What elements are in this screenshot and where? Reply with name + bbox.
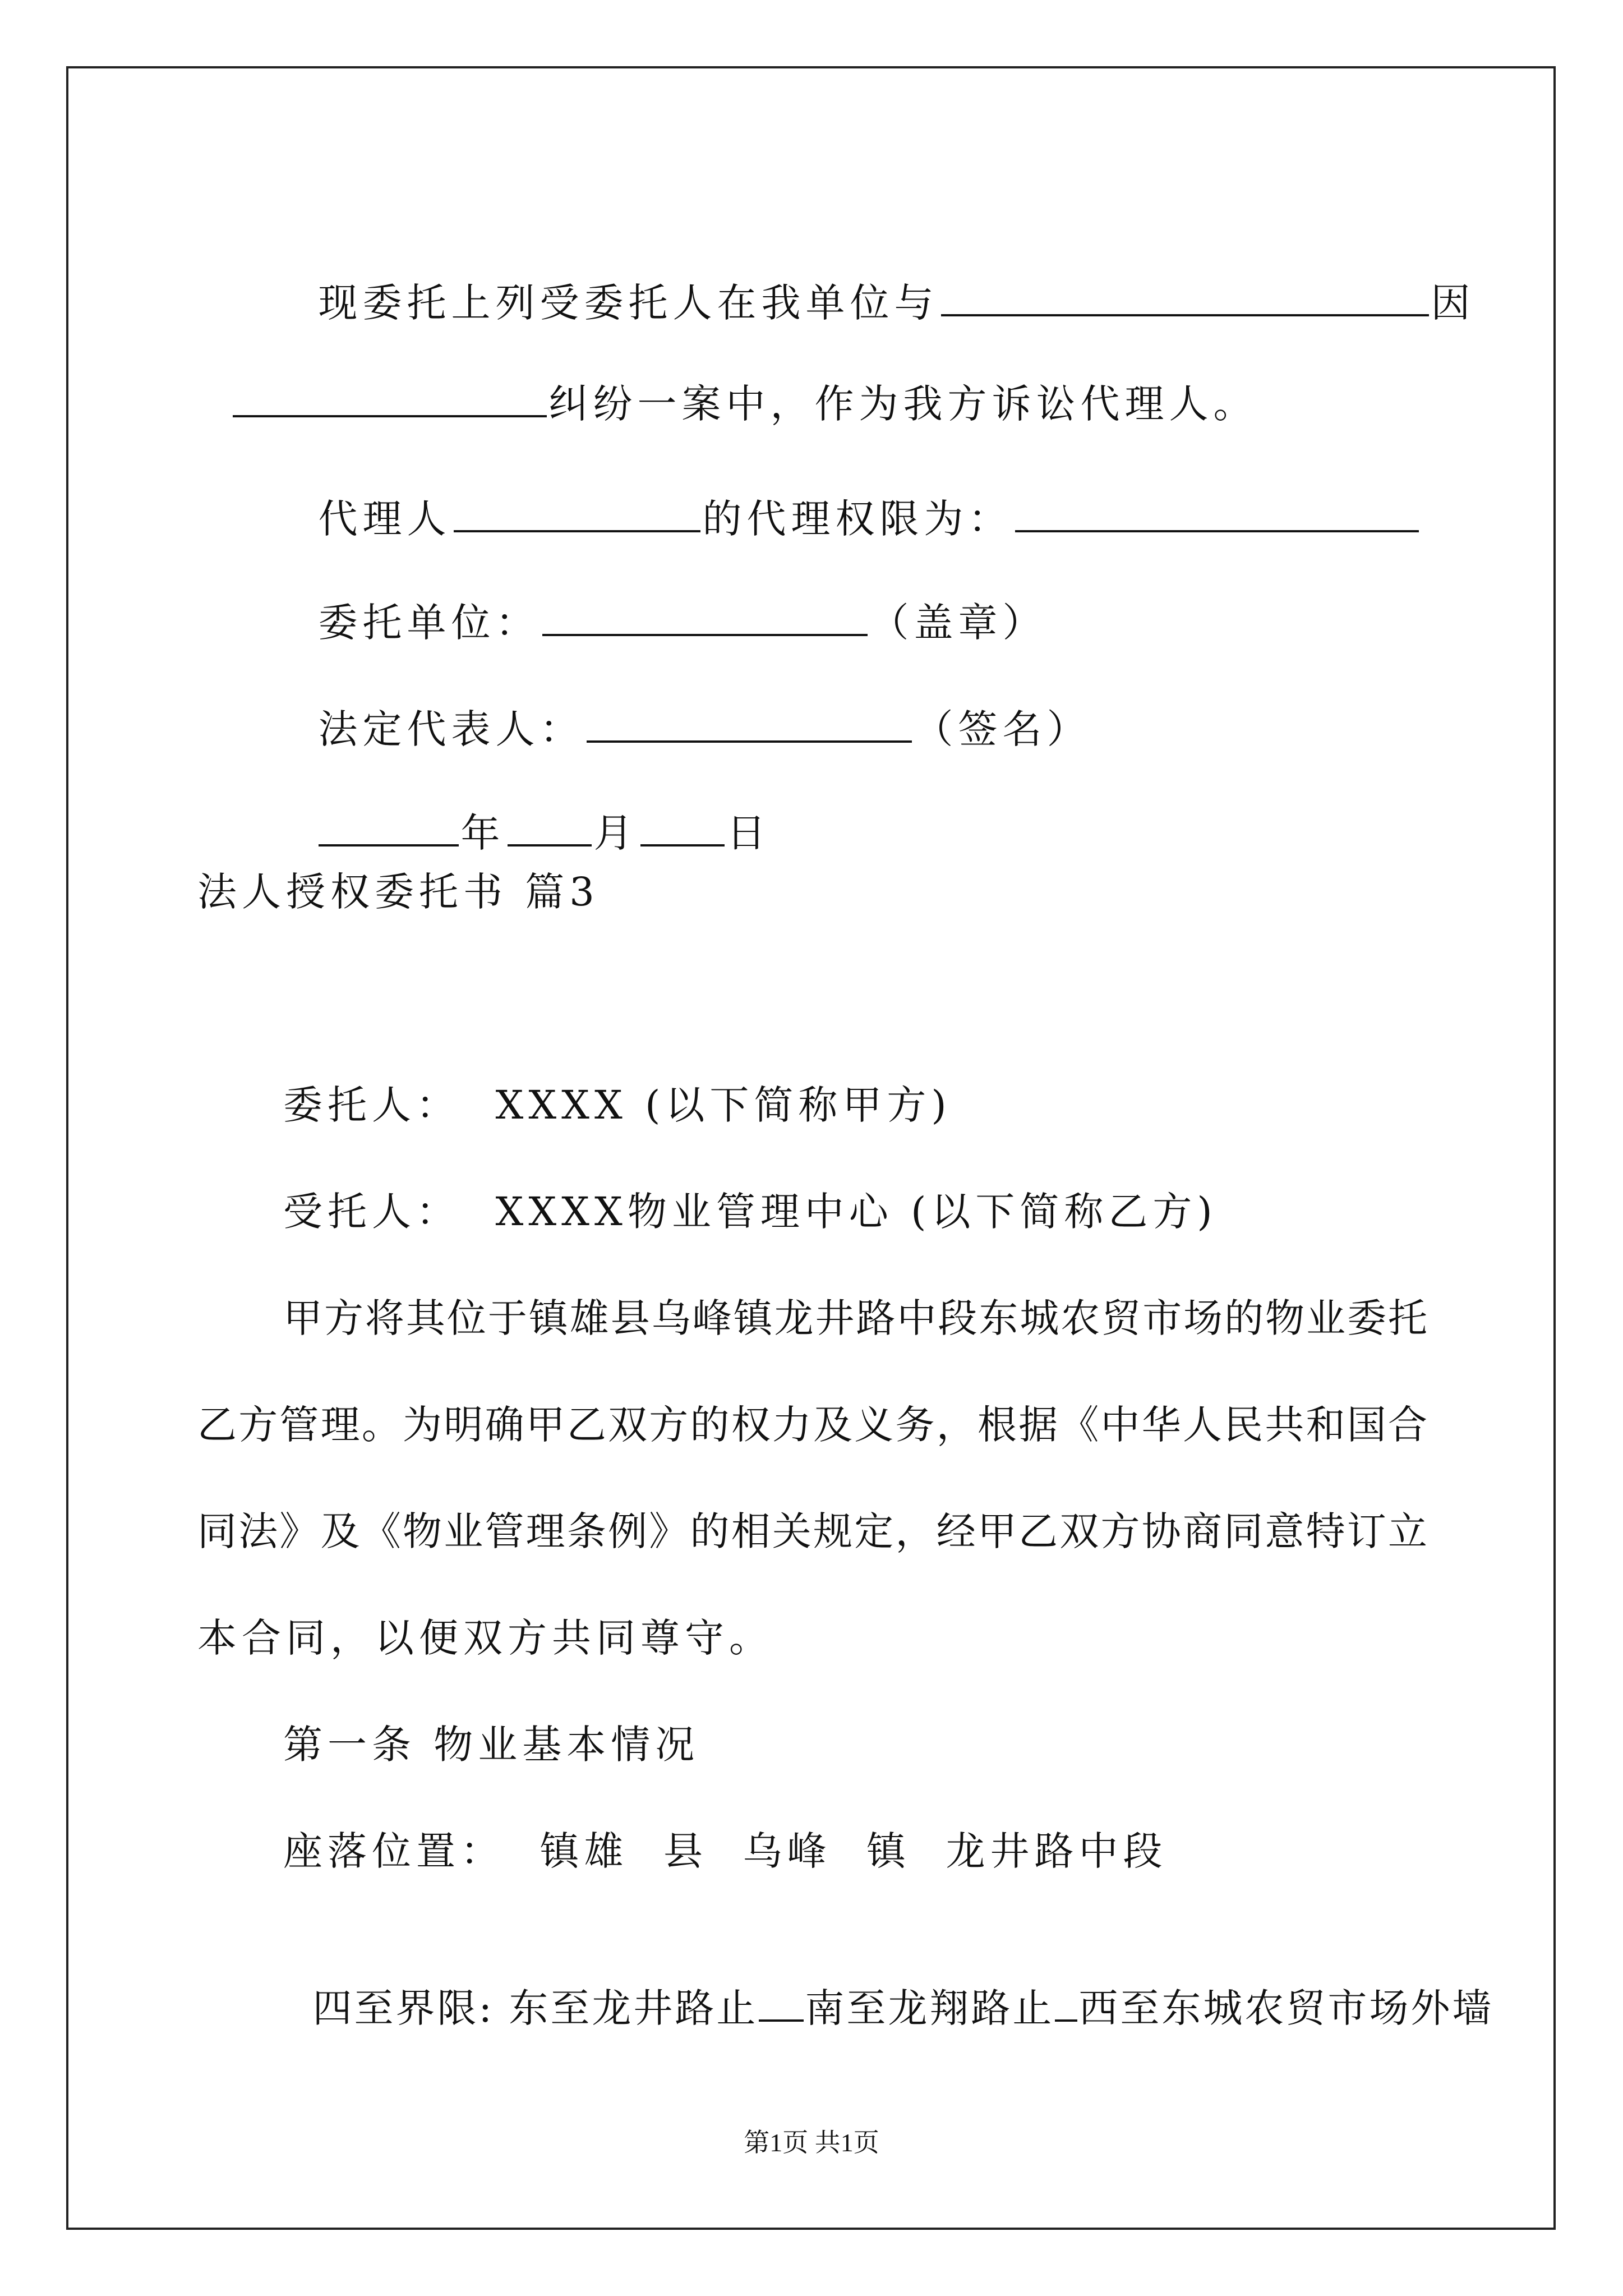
agent-line: 受托人： XXXX物业管理中心 (以下简称乙方) (283, 1189, 1218, 1235)
text-segment: 年 (460, 810, 505, 856)
delegation-line-2 (197, 328, 1258, 429)
text-segment: 现委托上列受委托人在我单位与 (318, 280, 939, 326)
text-segment: 纠纷一案中，作为我方诉讼代理人。 (548, 381, 1258, 427)
blank-line (587, 706, 912, 743)
text-segment: 代理人 (318, 496, 451, 542)
paragraph-line: 本合同，以便双方共同尊守。 (197, 1615, 773, 1661)
text-segment: （签名） (914, 706, 1091, 752)
section-heading: 法人授权委托书 篇3 (197, 869, 600, 915)
blank-line (1015, 495, 1419, 532)
boundary-line (283, 1932, 1493, 2033)
location-line: 座落位置： 镇雄 县 乌峰 镇 龙井路中段 (283, 1828, 1168, 1874)
page-number-footer: 第1页 共1页 (744, 2128, 879, 2157)
blank-line (508, 809, 592, 846)
text-segment: 月 (593, 810, 638, 856)
paragraph-line: 同法》及《物业管理条例》的相关规定，经甲乙双方协商同意特订立 (197, 1508, 1427, 1554)
text-segment: 日 (726, 810, 771, 856)
blank-line (640, 809, 725, 846)
text-segment: 法定代表人： (318, 706, 584, 752)
entrusting-unit-line (283, 547, 1047, 648)
agent-authority-line (283, 443, 1421, 544)
text-segment: 的代理权限为： (702, 496, 1013, 542)
article-heading: 第一条 物业基本情况 (283, 1722, 700, 1768)
blank-line (941, 279, 1429, 316)
text-segment: 四至界限: 东至龙井路止 (312, 1985, 758, 2031)
text-segment: 西至东城农贸市场外墙 (1078, 1985, 1494, 2031)
legal-representative-line (283, 654, 1091, 754)
blank-line (319, 809, 459, 846)
blank-line (542, 599, 868, 636)
principal-line: 委托人： XXXX (以下简称甲方) (283, 1082, 952, 1128)
date-line (283, 757, 771, 858)
text-segment: 委托单位： (318, 600, 540, 646)
blank-line (759, 1985, 804, 2022)
blank-line (454, 495, 700, 532)
text-segment: 因 (1431, 280, 1476, 326)
delegation-line-1 (283, 227, 1476, 328)
text-segment: 南至龙翔路止 (805, 1985, 1054, 2031)
paragraph-line: 甲方将其位于镇雄县乌峰镇龙井路中段东城农贸市场的物业委托 (283, 1295, 1427, 1341)
paragraph-line: 乙方管理。为明确甲乙双方的权力及义务，根据《中华人民共和国合 (197, 1402, 1427, 1448)
blank-line (1055, 1985, 1077, 2022)
blank-line (233, 380, 547, 417)
text-segment: （盖章） (869, 600, 1047, 646)
